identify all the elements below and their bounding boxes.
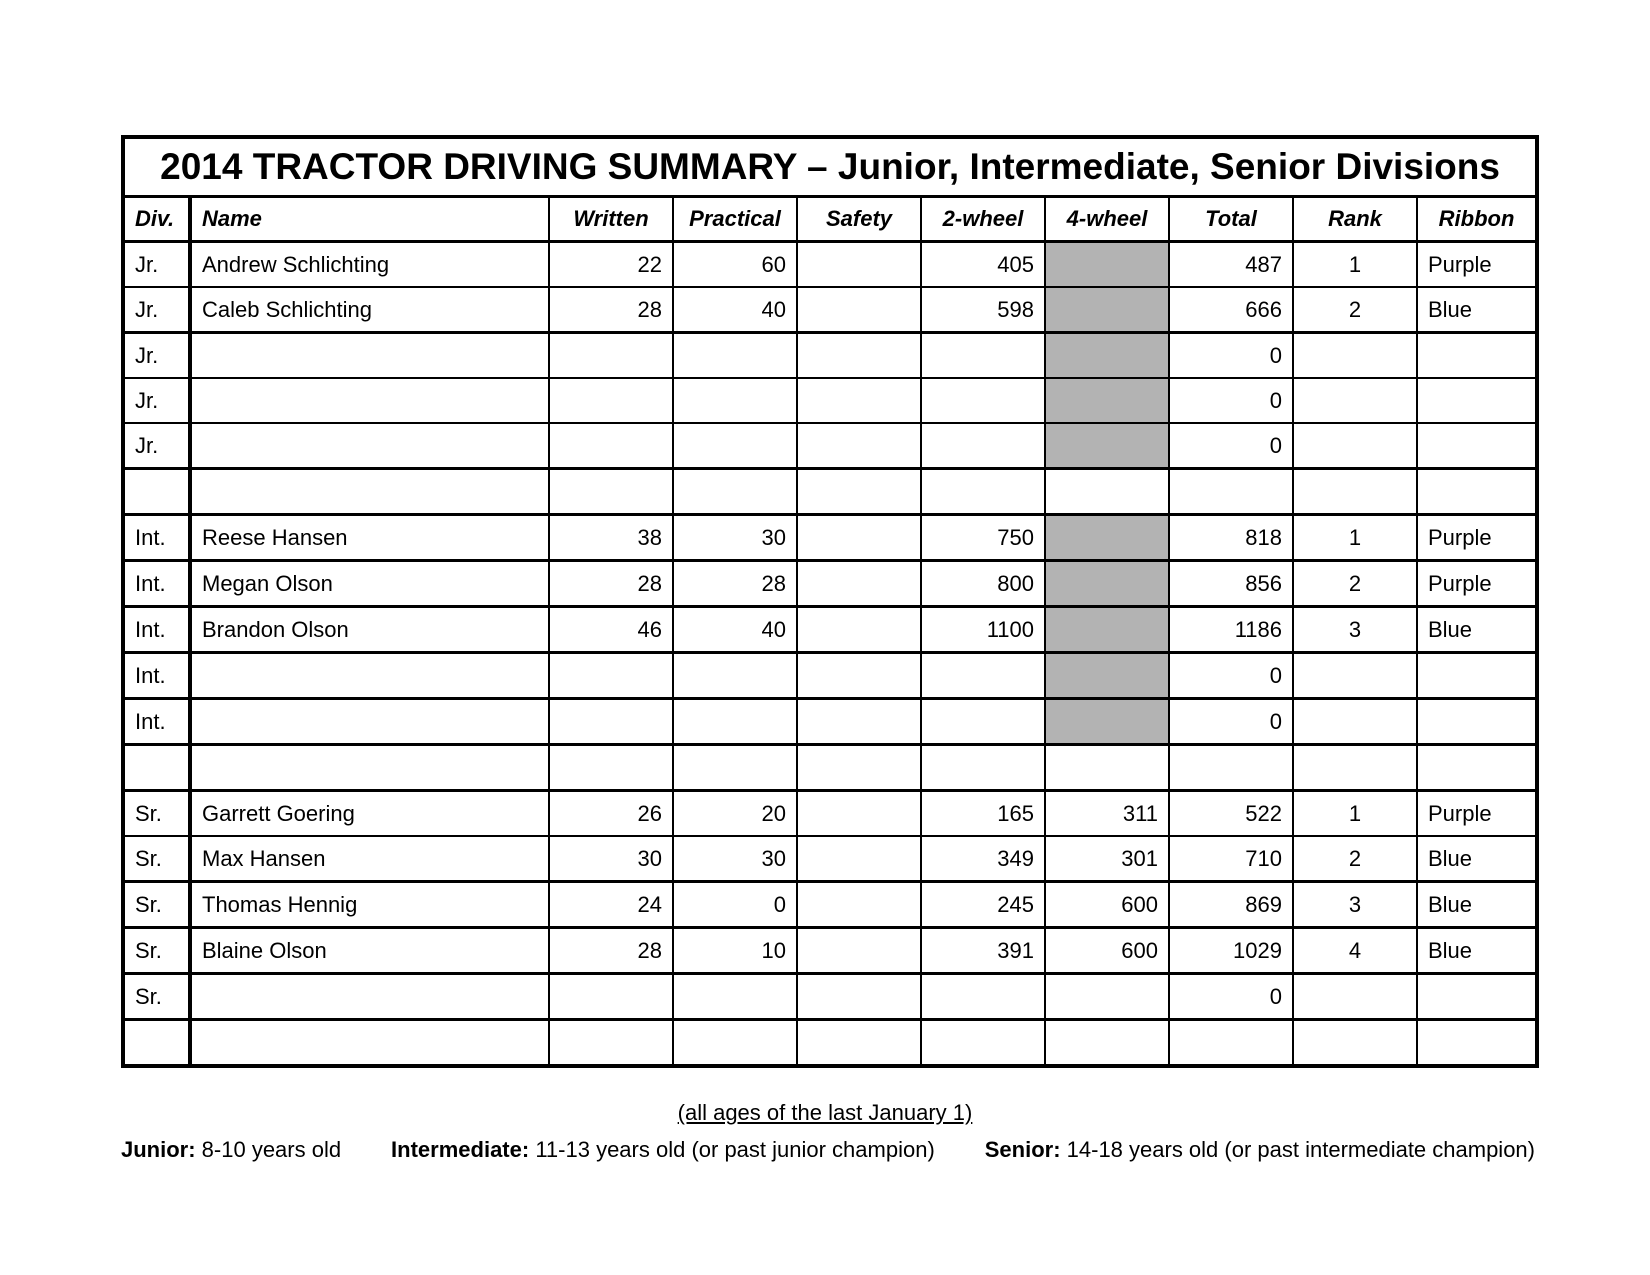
col-header-rank: Rank	[1293, 197, 1417, 242]
cell-2-wheel: 245	[921, 882, 1045, 928]
cell-div: Int.	[123, 699, 190, 745]
cell-ribbon: Blue	[1417, 287, 1537, 333]
cell-2-wheel: 800	[921, 561, 1045, 607]
cell-ribbon: Purple	[1417, 561, 1537, 607]
col-header-ribbon: Ribbon	[1417, 197, 1537, 242]
cell-4-wheel	[1045, 515, 1169, 561]
cell-rank: 2	[1293, 561, 1417, 607]
summary-sheet	[121, 135, 1535, 1068]
cell-ribbon: Blue	[1417, 607, 1537, 653]
cell-practical	[673, 699, 797, 745]
cell-2-wheel	[921, 653, 1045, 699]
cell-ribbon: Purple	[1417, 242, 1537, 288]
cell-safety	[797, 423, 921, 469]
cell-total: 0	[1169, 423, 1293, 469]
cell-written: 28	[549, 287, 673, 333]
cell-name: Caleb Schlichting	[190, 287, 549, 333]
cell-total: 666	[1169, 287, 1293, 333]
cell-safety	[797, 836, 921, 882]
table-row	[123, 974, 1537, 1020]
cell-2-wheel	[921, 469, 1045, 515]
cell-name	[190, 1020, 549, 1067]
cell-rank: 3	[1293, 607, 1417, 653]
cell-ribbon	[1417, 1020, 1537, 1067]
cell-total: 710	[1169, 836, 1293, 882]
cell-rank: 3	[1293, 882, 1417, 928]
cell-written: 24	[549, 882, 673, 928]
cell-4-wheel	[1045, 287, 1169, 333]
cell-4-wheel: 600	[1045, 882, 1169, 928]
table-row	[123, 791, 1537, 837]
cell-rank	[1293, 333, 1417, 379]
legend-junior-text: 8-10 years old	[195, 1137, 342, 1162]
cell-rank: 4	[1293, 928, 1417, 974]
legend-intermediate-label: Intermediate:	[391, 1137, 530, 1162]
cell-div: Sr.	[123, 928, 190, 974]
cell-safety	[797, 791, 921, 837]
cell-practical	[673, 745, 797, 791]
cell-rank	[1293, 974, 1417, 1020]
cell-practical	[673, 378, 797, 423]
cell-rank: 1	[1293, 791, 1417, 837]
cell-2-wheel: 598	[921, 287, 1045, 333]
cell-div: Int.	[123, 515, 190, 561]
cell-practical	[673, 653, 797, 699]
cell-div: Jr.	[123, 378, 190, 423]
cell-total: 0	[1169, 378, 1293, 423]
cell-written: 38	[549, 515, 673, 561]
table-row	[123, 561, 1537, 607]
cell-practical: 0	[673, 882, 797, 928]
col-header-practical: Practical	[673, 197, 797, 242]
cell-name: Thomas Hennig	[190, 882, 549, 928]
cell-written	[549, 653, 673, 699]
cell-practical	[673, 974, 797, 1020]
summary-table	[121, 135, 1539, 1068]
cell-4-wheel	[1045, 745, 1169, 791]
cell-safety	[797, 745, 921, 791]
cell-written	[549, 469, 673, 515]
table-row	[123, 423, 1537, 469]
cell-name	[190, 423, 549, 469]
cell-practical: 30	[673, 515, 797, 561]
cell-div: Jr.	[123, 423, 190, 469]
legend-senior	[985, 1137, 1535, 1163]
cell-rank: 1	[1293, 515, 1417, 561]
table-row	[123, 287, 1537, 333]
cell-name	[190, 974, 549, 1020]
cell-4-wheel: 600	[1045, 928, 1169, 974]
table-row	[123, 836, 1537, 882]
cell-total	[1169, 1020, 1293, 1067]
cell-practical	[673, 423, 797, 469]
cell-practical: 40	[673, 607, 797, 653]
table-row	[123, 333, 1537, 379]
cell-total: 1029	[1169, 928, 1293, 974]
cell-name: Andrew Schlichting	[190, 242, 549, 288]
col-header-4-wheel: 4-wheel	[1045, 197, 1169, 242]
cell-2-wheel	[921, 745, 1045, 791]
cell-practical: 40	[673, 287, 797, 333]
table-row	[123, 928, 1537, 974]
cell-rank: 1	[1293, 242, 1417, 288]
cell-practical: 30	[673, 836, 797, 882]
cell-2-wheel: 349	[921, 836, 1045, 882]
cell-practical	[673, 1020, 797, 1067]
cell-safety	[797, 333, 921, 379]
cell-total: 0	[1169, 333, 1293, 379]
cell-safety	[797, 882, 921, 928]
cell-practical: 20	[673, 791, 797, 837]
cell-4-wheel	[1045, 974, 1169, 1020]
cell-ribbon	[1417, 333, 1537, 379]
cell-total: 522	[1169, 791, 1293, 837]
cell-div: Int.	[123, 607, 190, 653]
cell-div	[123, 745, 190, 791]
table-row	[123, 745, 1537, 791]
cell-name	[190, 699, 549, 745]
cell-2-wheel: 391	[921, 928, 1045, 974]
cell-4-wheel: 311	[1045, 791, 1169, 837]
cell-div	[123, 469, 190, 515]
cell-safety	[797, 928, 921, 974]
cell-rank	[1293, 378, 1417, 423]
table-row	[123, 607, 1537, 653]
table-row	[123, 378, 1537, 423]
cell-total	[1169, 745, 1293, 791]
cell-2-wheel: 165	[921, 791, 1045, 837]
cell-div: Sr.	[123, 836, 190, 882]
cell-name	[190, 333, 549, 379]
cell-name	[190, 653, 549, 699]
cell-written	[549, 1020, 673, 1067]
cell-safety	[797, 242, 921, 288]
cell-2-wheel	[921, 378, 1045, 423]
cell-ribbon: Purple	[1417, 791, 1537, 837]
cell-2-wheel	[921, 423, 1045, 469]
cell-safety	[797, 974, 921, 1020]
cell-rank	[1293, 745, 1417, 791]
cell-rank	[1293, 699, 1417, 745]
col-header-div: Div.	[123, 197, 190, 242]
cell-2-wheel	[921, 1020, 1045, 1067]
cell-4-wheel	[1045, 1020, 1169, 1067]
cell-div: Jr.	[123, 333, 190, 379]
cell-total: 1186	[1169, 607, 1293, 653]
cell-ribbon	[1417, 745, 1537, 791]
cell-ribbon	[1417, 974, 1537, 1020]
cell-written: 30	[549, 836, 673, 882]
cell-practical	[673, 333, 797, 379]
cell-practical: 10	[673, 928, 797, 974]
table-row	[123, 653, 1537, 699]
cell-div: Jr.	[123, 242, 190, 288]
cell-ribbon: Blue	[1417, 928, 1537, 974]
cell-2-wheel	[921, 333, 1045, 379]
cell-ribbon	[1417, 699, 1537, 745]
cell-total: 869	[1169, 882, 1293, 928]
cell-written: 28	[549, 928, 673, 974]
cell-rank	[1293, 423, 1417, 469]
cell-total: 487	[1169, 242, 1293, 288]
cell-total: 0	[1169, 653, 1293, 699]
header-row	[123, 197, 1537, 242]
cell-div: Sr.	[123, 974, 190, 1020]
cell-name: Brandon Olson	[190, 607, 549, 653]
cell-practical	[673, 469, 797, 515]
cell-rank	[1293, 653, 1417, 699]
table-row	[123, 699, 1537, 745]
legend-senior-label: Senior:	[984, 1137, 1061, 1162]
cell-written: 28	[549, 561, 673, 607]
col-header-written: Written	[549, 197, 673, 242]
table-row	[123, 1020, 1537, 1067]
cell-total: 856	[1169, 561, 1293, 607]
cell-practical: 60	[673, 242, 797, 288]
cell-rank: 2	[1293, 836, 1417, 882]
division-legend	[121, 1137, 1535, 1163]
cell-div: Sr.	[123, 882, 190, 928]
cell-name: Garrett Goering	[190, 791, 549, 837]
cell-ribbon	[1417, 653, 1537, 699]
cell-4-wheel	[1045, 699, 1169, 745]
legend-intermediate-text: 11-13 years old (or past junior champion)	[529, 1137, 935, 1162]
cell-4-wheel	[1045, 653, 1169, 699]
cell-safety	[797, 653, 921, 699]
cell-written: 26	[549, 791, 673, 837]
cell-4-wheel	[1045, 469, 1169, 515]
cell-safety	[797, 469, 921, 515]
table-row	[123, 242, 1537, 288]
cell-safety	[797, 561, 921, 607]
cell-4-wheel	[1045, 561, 1169, 607]
cell-ribbon: Purple	[1417, 515, 1537, 561]
cell-name	[190, 469, 549, 515]
cell-name: Reese Hansen	[190, 515, 549, 561]
cell-written	[549, 699, 673, 745]
cell-written: 22	[549, 242, 673, 288]
cell-2-wheel: 405	[921, 242, 1045, 288]
cell-safety	[797, 1020, 921, 1067]
cell-safety	[797, 699, 921, 745]
cell-rank	[1293, 1020, 1417, 1067]
legend-intermediate	[391, 1137, 935, 1163]
cell-ribbon	[1417, 469, 1537, 515]
cell-4-wheel	[1045, 423, 1169, 469]
cell-ribbon	[1417, 423, 1537, 469]
cell-4-wheel	[1045, 333, 1169, 379]
col-header-safety: Safety	[797, 197, 921, 242]
cell-name	[190, 378, 549, 423]
col-header-name: Name	[190, 197, 549, 242]
cell-written	[549, 974, 673, 1020]
cell-2-wheel	[921, 699, 1045, 745]
col-header-total: Total	[1169, 197, 1293, 242]
cell-ribbon: Blue	[1417, 836, 1537, 882]
cell-rank: 2	[1293, 287, 1417, 333]
legend-senior-text: 14-18 years old (or past intermediate champion)	[1060, 1137, 1535, 1162]
cell-written	[549, 333, 673, 379]
cell-div	[123, 1020, 190, 1067]
cell-div: Int.	[123, 653, 190, 699]
cell-4-wheel	[1045, 607, 1169, 653]
cell-2-wheel: 1100	[921, 607, 1045, 653]
cell-written	[549, 423, 673, 469]
cell-div: Int.	[123, 561, 190, 607]
cell-written	[549, 745, 673, 791]
cell-2-wheel: 750	[921, 515, 1045, 561]
col-header-2-wheel: 2-wheel	[921, 197, 1045, 242]
cell-2-wheel	[921, 974, 1045, 1020]
cell-name: Blaine Olson	[190, 928, 549, 974]
cell-safety	[797, 287, 921, 333]
cell-rank	[1293, 469, 1417, 515]
table-row	[123, 469, 1537, 515]
cell-name: Megan Olson	[190, 561, 549, 607]
cell-total: 0	[1169, 974, 1293, 1020]
age-note: (all ages of the last January 1)	[677, 1100, 973, 1125]
cell-practical: 28	[673, 561, 797, 607]
cell-safety	[797, 607, 921, 653]
cell-4-wheel: 301	[1045, 836, 1169, 882]
cell-div: Sr.	[123, 791, 190, 837]
cell-name	[190, 745, 549, 791]
cell-written	[549, 378, 673, 423]
cell-4-wheel	[1045, 242, 1169, 288]
cell-written: 46	[549, 607, 673, 653]
cell-ribbon	[1417, 378, 1537, 423]
cell-total	[1169, 469, 1293, 515]
cell-total: 818	[1169, 515, 1293, 561]
cell-name: Max Hansen	[190, 836, 549, 882]
cell-ribbon: Blue	[1417, 882, 1537, 928]
cell-total: 0	[1169, 699, 1293, 745]
legend-junior	[121, 1137, 341, 1163]
table-row	[123, 882, 1537, 928]
cell-div: Jr.	[123, 287, 190, 333]
cell-4-wheel	[1045, 378, 1169, 423]
page-title: 2014 TRACTOR DRIVING SUMMARY – Junior, Intermediate, Senior Divisions	[123, 137, 1537, 197]
cell-safety	[797, 378, 921, 423]
cell-safety	[797, 515, 921, 561]
table-row	[123, 515, 1537, 561]
legend-junior-label: Junior:	[121, 1137, 196, 1162]
